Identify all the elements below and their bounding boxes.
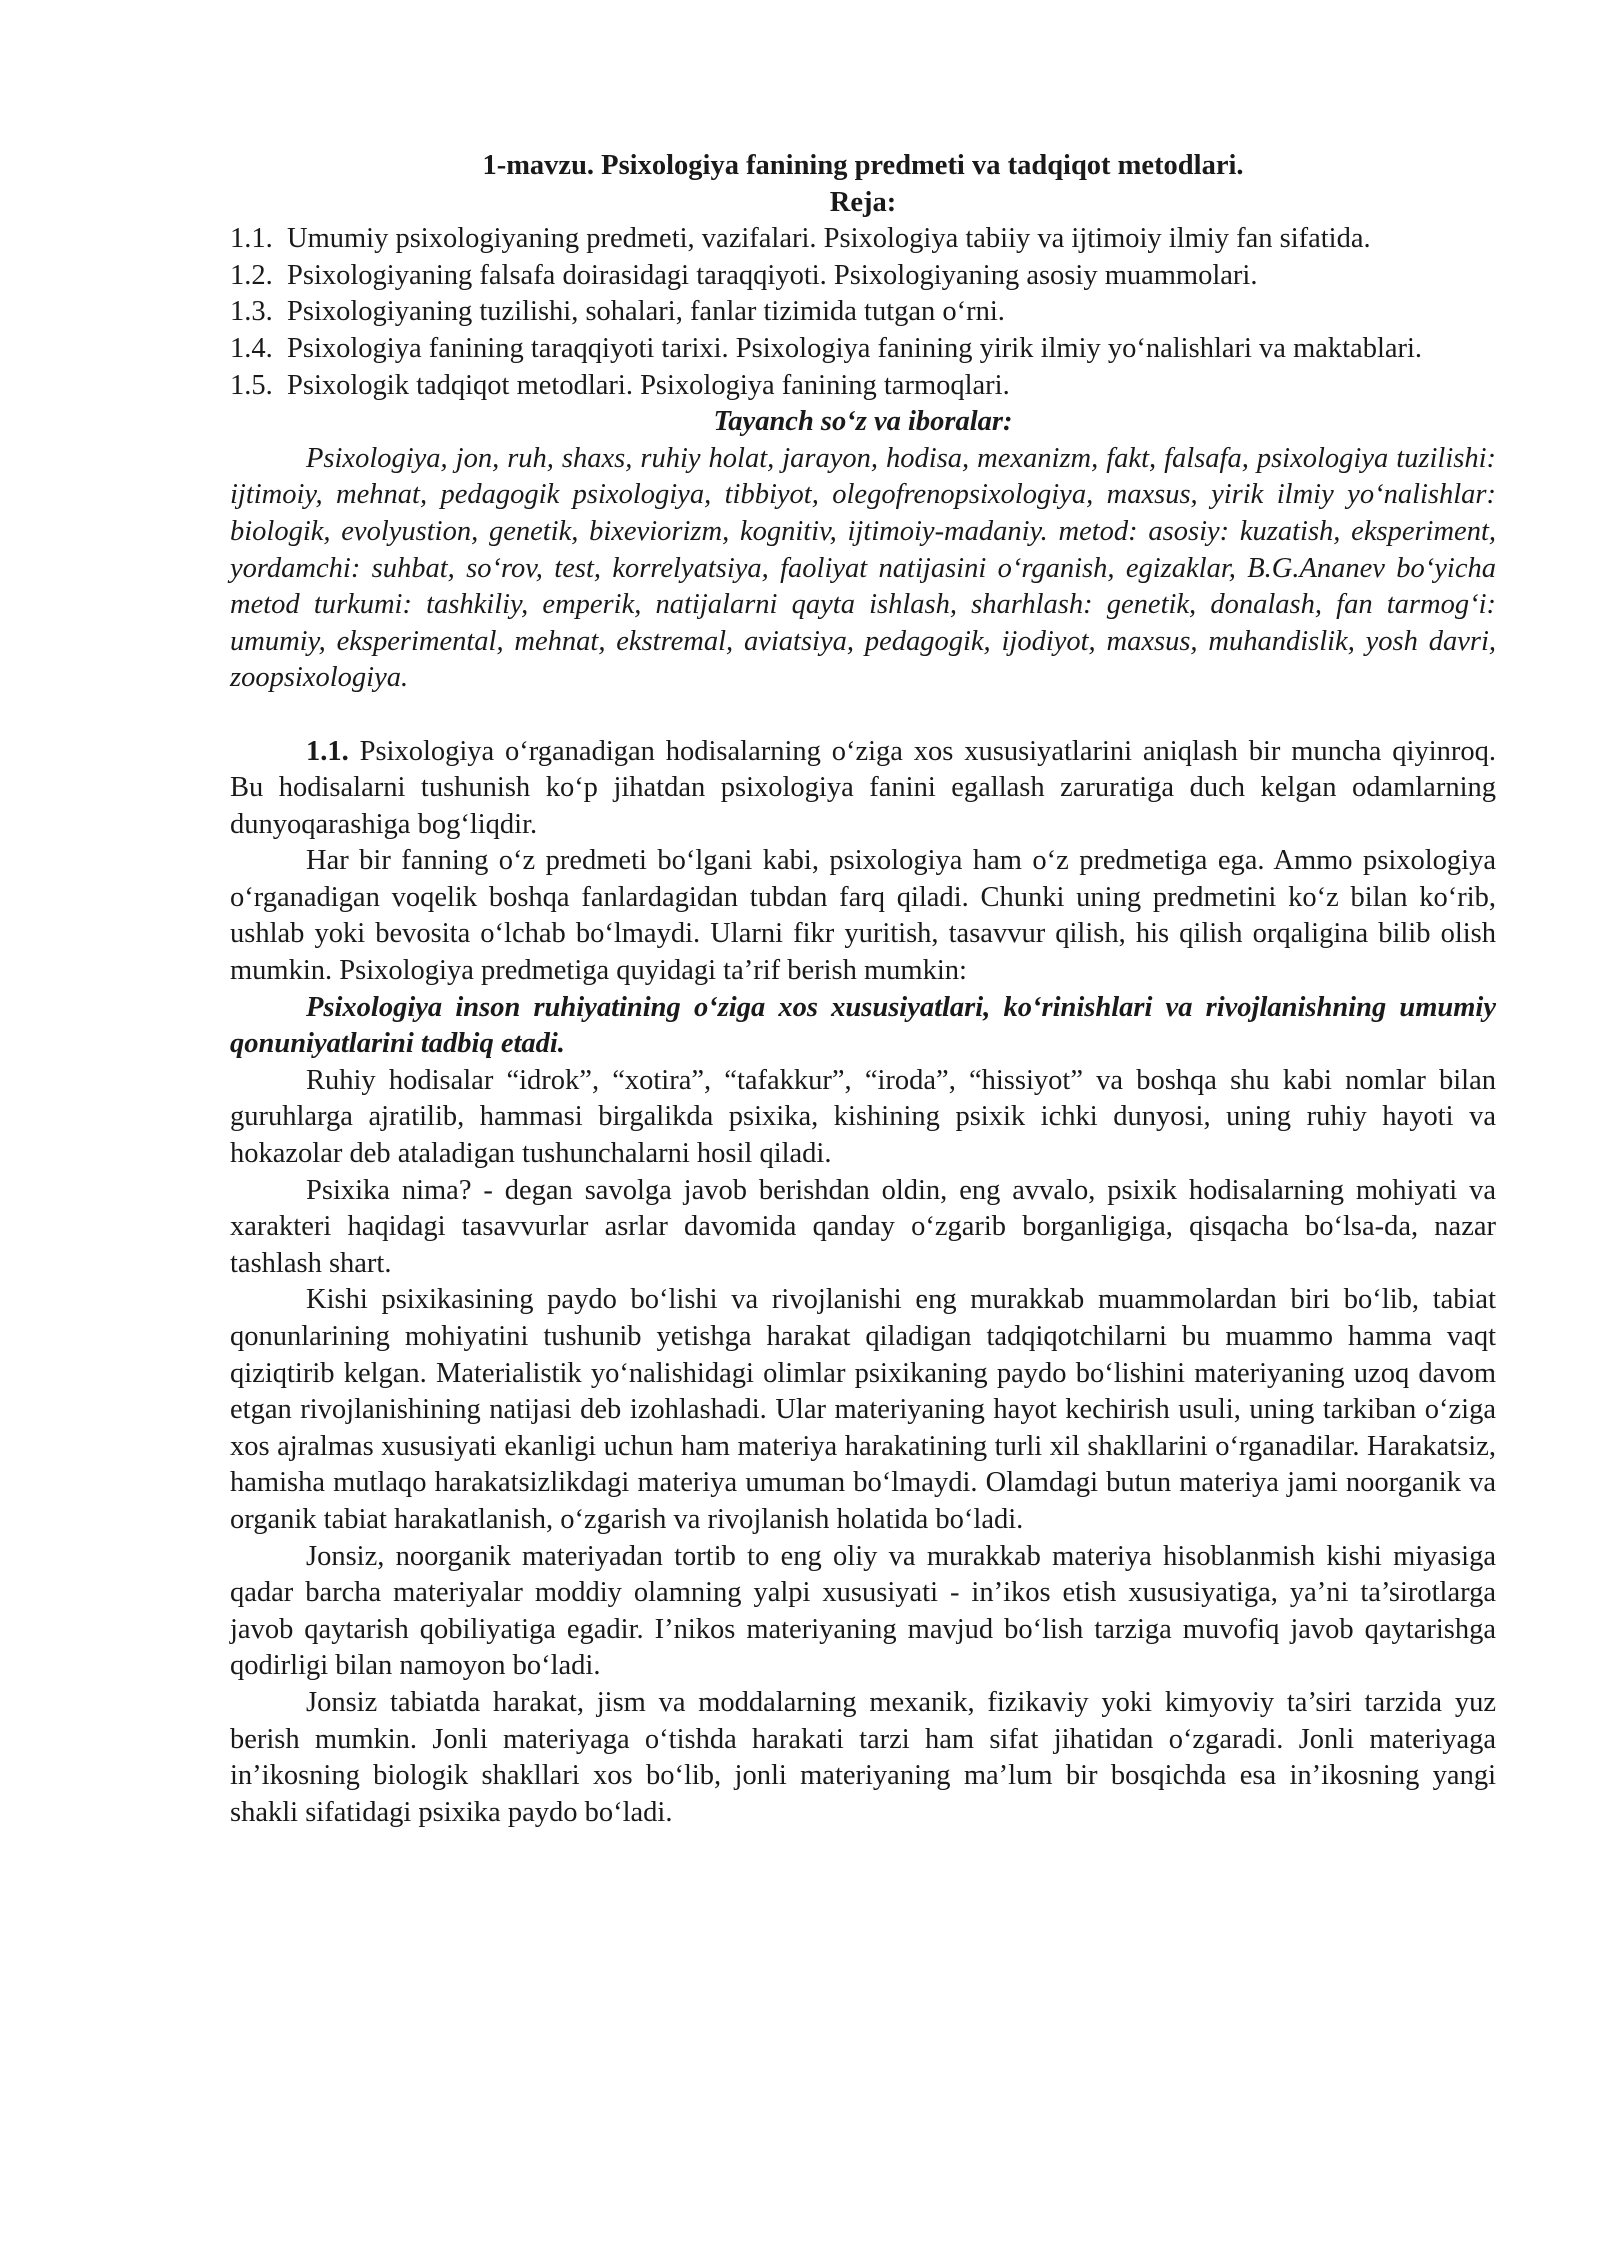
plan-item bbox=[230, 258, 1496, 295]
plan-heading: Reja: bbox=[829, 186, 897, 218]
spacer bbox=[230, 697, 1496, 734]
paragraph-1-text: Psixologiya oʻrganadigan hodisalarning oʻziga xos xususiyatlarini aniqlash bir muncha qiyinroq. Bu hodisalarni tushunish koʻp jihatdan psixologiya fanini egallash zaruratiga duch kelgan odamlarning dunyoqarashiga bogʻliqdir. bbox=[230, 735, 1497, 840]
section-number: 1.1. bbox=[306, 735, 349, 767]
plan-item-number: 1.3. bbox=[230, 296, 273, 328]
plan-item-text: Psixologiyaning falsafa doirasidagi taraqqiyoti. Psixologiyaning asosiy muammolari. bbox=[287, 259, 1258, 291]
paragraph-5: Kishi psixikasining paydo boʻlishi va rivojlanishi eng murakkab muammolardan biri boʻlib, tabiat qonunlarining mohiyatini tushunib yetishga harakat qiladigan tadqiqotchilarni bu muammo hamma vaqt qiziqtirib kelgan. Materialistik yoʻnalishidagi olimlar psixikaning paydo boʻlishini materiyaning uzoq davom etgan rivojlanishining natijasi deb izohlashadi. Ular materiyaning hayot kechirish usuli, uning tarkiban oʻziga xos ajralmas xususiyati ekanligi uchun ham materiya harakatining turli xil shakllarini oʻrganadilar. Harakatsiz, hamisha mutlaqo harakatsizlikdagi materiya umuman boʻlmaydi. Olamdagi butun materiya jami noorganik va organik tabiat harakatlanish, oʻzgarish va rivojlanish holatida boʻladi. bbox=[230, 1284, 1496, 1535]
paragraph-7: Jonsiz tabiatda harakat, jism va moddalarning mexanik, fizikaviy yoki kimyoviy ta’siri tarzida yuz berish mumkin. Jonli materiyaga oʻtishda harakati tarzi ham sifat jihatidan oʻzgaradi. Jonli materiyaga in’ikosning biologik shakllari xos boʻlib, jonli materiyaning ma’lum bir bosqichda esa in’ikosning yangi shakli sifatidagi psixika paydo boʻladi. bbox=[230, 1686, 1496, 1828]
plan-item-text: Umumiy psixologiyaning predmeti, vazifalari. Psixologiya tabiiy va ijtimoiy ilmiy fan sifatida. bbox=[287, 223, 1371, 255]
plan-item bbox=[230, 221, 1496, 258]
plan-item-text: Psixologik tadqiqot metodlari. Psixologiya fanining tarmoqlari. bbox=[287, 369, 1010, 401]
definition-paragraph: Psixologiya inson ruhiyatining oʻziga xos xususiyatlari, koʻrinishlari va rivojlanishning umumiy qonuniyatlarini tadbiq etadi. bbox=[230, 991, 1496, 1060]
plan-item-number: 1.4. bbox=[230, 332, 273, 364]
plan-item-number: 1.2. bbox=[230, 259, 273, 291]
plan-item bbox=[230, 368, 1496, 405]
plan-item bbox=[230, 294, 1496, 331]
document-page bbox=[230, 148, 1496, 1831]
plan-item-number: 1.5. bbox=[230, 369, 273, 401]
paragraph-6: Jonsiz, noorganik materiyadan tortib to eng oliy va murakkab materiya hisoblanmish kishi miyasiga qadar barcha materiyalar moddiy olamning yalpi xususiyati - in’ikos etish xususiyatiga, ya’ni ta’sirotlarga javob qaytarish qobiliyatiga egadir. I’nikos materiyaning mavjud boʻlish tarziga muvofiq javob qaytarishga qodirligi bilan namoyon boʻladi. bbox=[230, 1540, 1496, 1682]
plan-item bbox=[230, 331, 1496, 368]
plan-item-text: Psixologiyaning tuzilishi, sohalari, fanlar tizimida tutgan oʻrni. bbox=[287, 296, 1005, 328]
paragraph-1 bbox=[230, 734, 1496, 844]
plan-item-text: Psixologiya fanining taraqqiyoti tarixi. Psixologiya fanining yirik ilmiy yoʻnalishlari va maktablari. bbox=[287, 332, 1423, 364]
page-title: 1-mavzu. Psixologiya fanining predmeti va tadqiqot metodlari. bbox=[482, 150, 1244, 181]
paragraph-3: Ruhiy hodisalar “idrok”, “xotira”, “tafakkur”, “iroda”, “hissiyot” va boshqa shu kabi nomlar bilan guruhlarga ajratilib, hammasi birgalikda psixika, kishining psixik ichki dunyosi, uning ruhiy hayoti va hokazolar deb ataladigan tushunchalarni hosil qiladi. bbox=[230, 1064, 1496, 1170]
keywords-heading: Tayanch soʻz va iboralar: bbox=[713, 406, 1013, 438]
paragraph-2: Har bir fanning oʻz predmeti boʻlgani kabi, psixologiya ham oʻz predmetiga ega. Ammo psixologiya oʻrganadigan voqelik boshqa fanlardagidan tubdan farq qiladi. Chunki uning predmetini koʻz bilan koʻrib, ushlab yoki bevosita oʻlchab boʻlmaydi. Ularni fikr yuritish, tasavvur qilish, his qilish orqaligina bilib olish mumkin. Psixologiya predmetiga quyidagi ta’rif berish mumkin: bbox=[230, 845, 1496, 987]
keywords-paragraph: Psixologiya, jon, ruh, shaxs, ruhiy holat, jarayon, hodisa, mexanizm, fakt, falsafa, psixologiya tuzilishi: ijtimoiy, mehnat, pedagogik psixologiya, tibbiyot, olegofrenopsixologiya, maxsus, yirik ilmiy yoʻnalishlar: biologik, evolyustion, genetik, bixeviorizm, kognitiv, ijtimoiy-madaniy. metod: asosiy: kuzatish, eksperiment, yordamchi: suhbat, soʻrov, test, korrelyatsiya, faoliyat natijasini oʻrganish, egizaklar, B.G.Ananev boʻyicha metod turkumi: tashkiliy, emperik, natijalarni qayta ishlash, sharhlash: genetik, donalash, fan tarmogʻi: umumiy, eksperimental, mehnat, ekstremal, aviatsiya, pedagogik, ijodiyot, maxsus, muhandislik, yosh davri, zoopsixologiya. bbox=[230, 442, 1496, 694]
paragraph-4: Psixika nima? - degan savolga javob berishdan oldin, eng avvalo, psixik hodisalarning mohiyati va xarakteri haqidagi tasavvurlar asrlar davomida qanday oʻzgarib borganligiga, qisqacha boʻlsa-da, nazar tashlash shart. bbox=[230, 1174, 1496, 1279]
plan-item-number: 1.1. bbox=[230, 223, 273, 255]
plan-list bbox=[230, 221, 1496, 404]
